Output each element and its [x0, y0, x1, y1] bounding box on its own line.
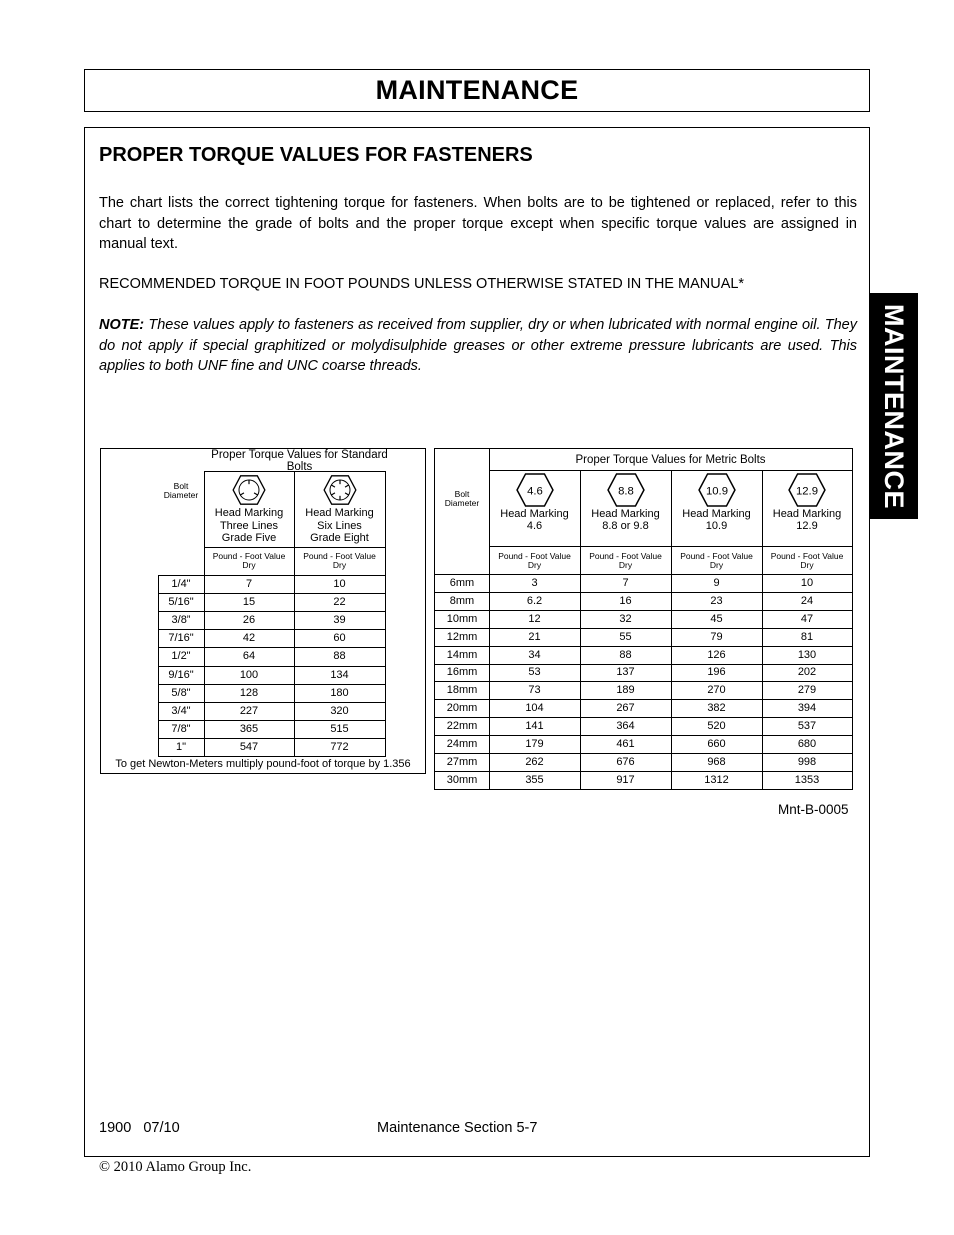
metric-bolt-diameter: 6mm: [449, 576, 475, 589]
metric-grade-value: 21: [528, 630, 541, 643]
standard-grade8-value: 39: [333, 614, 346, 627]
intro-paragraph: The chart lists the correct tightening torque for fasteners. When bolts are to be tightened or replaced, refer to this chart to determine the grade of bolts and the proper torque except when specific torque values are assigned in manual text.: [99, 195, 857, 252]
svg-text:12.9: 12.9: [795, 485, 819, 498]
standard-grade8-value: 515: [330, 722, 349, 735]
newton-meter-footnote: To get Newton-Meters multiply pound-foot of torque by 1.356: [115, 758, 411, 770]
standard-bolts-table: [100, 448, 426, 774]
hex-head-12-9-icon: [788, 473, 826, 507]
standard-grade8-value: 88: [333, 650, 346, 663]
svg-text:4.6: 4.6: [526, 485, 543, 498]
footer-section: Maintenance Section 5-7: [377, 1120, 538, 1136]
metric-grade-value: 88: [619, 648, 632, 661]
metric-grade-value: 179: [525, 738, 544, 751]
standard-bolt-diameter: 3/8”: [171, 614, 191, 627]
standard-grade8-value: 10: [333, 578, 346, 591]
metric-bolt-diameter: 12mm: [446, 630, 478, 643]
standard-grade-label: Head Marking Three Lines Grade Five: [214, 507, 284, 545]
metric-grade-value: 3: [531, 576, 538, 589]
metric-grade-label: Head Marking 12.9: [772, 507, 842, 532]
standard-grade5-value: 100: [239, 668, 259, 681]
standard-bolt-diameter: 7/8": [171, 722, 191, 735]
metric-grade-value: 130: [797, 648, 817, 661]
metric-grade-value: 355: [525, 773, 544, 786]
metric-grade-value: 9: [713, 576, 720, 589]
metric-grade-value: 79: [710, 630, 723, 643]
metric-grade-unit: Pound - Foot Value Dry: [680, 550, 753, 570]
metric-grade-value: 34: [528, 648, 541, 661]
standard-diameter-header: Bolt Diameter: [163, 480, 199, 500]
standard-bolt-diameter: 5/8": [171, 686, 191, 699]
metric-grade-value: 267: [616, 702, 635, 715]
standard-grade5-value: 7: [245, 578, 253, 591]
figure-id: Mnt-B-0005: [778, 802, 849, 817]
metric-grade-value: 81: [800, 630, 814, 643]
metric-grade-value: 7: [622, 576, 629, 589]
hex-head-4-6-icon: [516, 473, 554, 507]
metric-bolt-diameter: 16mm: [446, 666, 478, 679]
metric-grade-value: 47: [800, 612, 814, 625]
metric-grade-value: 364: [616, 720, 635, 733]
metric-grade-label: Head Marking 4.6: [500, 507, 569, 532]
note-label: NOTE:: [99, 317, 145, 333]
standard-bolt-diameter: 1/2": [171, 650, 191, 663]
standard-grade-label: Head Marking Six Lines Grade Eight: [305, 507, 374, 545]
metric-grade-value: 16: [619, 594, 632, 607]
standard-grade-unit: Pound - Foot Value Dry: [212, 550, 286, 570]
metric-diameter-header: Bolt Diameter: [444, 488, 480, 508]
metric-grade-value: 279: [797, 684, 817, 697]
header-banner: [84, 69, 870, 112]
hex-head-8-8-icon: [607, 473, 645, 507]
metric-grade-value: 394: [797, 702, 817, 715]
metric-grade-value: 676: [616, 755, 635, 768]
standard-grade8-value: 22: [333, 596, 346, 609]
side-tab-label: MAINTENANCE: [879, 303, 909, 509]
standard-bolt-diameter: 5/16": [168, 596, 194, 609]
metric-bolt-diameter: 8mm: [449, 594, 475, 607]
metric-grade-value: 126: [707, 648, 726, 661]
metric-grade-value: 382: [707, 702, 726, 715]
note-paragraph: [99, 315, 857, 377]
standard-grade5-value: 227: [239, 704, 259, 717]
copyright: © 2010 Alamo Group Inc.: [99, 1159, 252, 1175]
grid-line: [204, 471, 386, 472]
metric-bolt-diameter: 14mm: [446, 648, 478, 661]
metric-grade-value: 24: [800, 594, 814, 607]
metric-bolt-diameter: 10mm: [446, 612, 478, 625]
svg-text:10.9: 10.9: [705, 485, 728, 498]
metric-grade-value: 461: [616, 738, 635, 751]
metric-bolt-diameter: 20mm: [446, 702, 478, 715]
standard-grade-unit: Pound - Foot Value Dry: [303, 550, 376, 570]
metric-grade-value: 189: [616, 684, 635, 697]
metric-grade-value: 10: [800, 576, 814, 589]
metric-grade-value: 520: [707, 720, 726, 733]
metric-bolt-diameter: 30mm: [446, 773, 478, 786]
metric-grade-label: Head Marking 8.8 or 9.8: [591, 507, 660, 532]
standard-bolt-diameter: 9/16": [168, 668, 194, 681]
metric-bolt-diameter: 24mm: [446, 738, 478, 751]
section-title: PROPER TORQUE VALUES FOR FASTENERS: [99, 144, 533, 166]
metric-grade-value: 23: [710, 594, 723, 607]
metric-bolt-diameter: 22mm: [446, 720, 478, 733]
metric-grade-value: 660: [707, 738, 726, 751]
metric-grade-value: 32: [619, 612, 632, 625]
metric-grade-value: 262: [525, 755, 544, 768]
standard-grade8-value: 180: [330, 686, 349, 699]
standard-grade5-value: 26: [242, 614, 256, 627]
metric-grade-value: 968: [707, 755, 726, 768]
standard-grade8-value: 60: [333, 632, 346, 645]
metric-grade-unit: Pound - Foot Value Dry: [770, 550, 844, 570]
standard-grade5-value: 64: [242, 650, 256, 663]
metric-grade-value: 270: [707, 684, 726, 697]
svg-text:8.8: 8.8: [617, 485, 634, 498]
metric-grade-value: 12: [528, 612, 541, 625]
recommended-paragraph: RECOMMENDED TORQUE IN FOOT POUNDS UNLESS OTHERWISE STATED IN THE MANUAL*: [99, 276, 745, 292]
header-title: MAINTENANCE: [375, 75, 579, 105]
metric-grade-value: 55: [619, 630, 632, 643]
standard-bolt-diameter: 1": [175, 740, 187, 753]
hex-head-10-9-icon: [698, 473, 736, 507]
note-text: These values apply to fasteners as received from supplier, dry or when lubricated with normal engine oil. They do not apply if special graphitized or molydisulphide greases or other extreme pressure lubricants are used. This applies to both UNF fine and UNC coarse threads.: [99, 317, 857, 374]
metric-grade-value: 53: [528, 666, 541, 679]
standard-bolt-diameter: 7/16": [168, 632, 194, 645]
standard-grade5-value: 547: [239, 740, 259, 753]
grid-line: [489, 546, 853, 547]
standard-grade5-value: 42: [242, 632, 256, 645]
standard-grade8-value: 320: [330, 704, 349, 717]
grid-line: [204, 547, 386, 548]
metric-grade-value: 141: [525, 720, 544, 733]
metric-grade-value: 137: [616, 666, 635, 679]
standard-bolt-diameter: 3/4": [171, 704, 191, 717]
metric-bolts-table: [434, 448, 853, 790]
metric-bolt-diameter: 27mm: [446, 755, 478, 768]
standard-grade5-value: 128: [239, 686, 259, 699]
metric-grade-value: 998: [797, 755, 817, 768]
metric-table-title: Proper Torque Values for Metric Bolts: [575, 454, 766, 466]
side-tab: [869, 293, 918, 519]
metric-grade-unit: Pound - Foot Value Dry: [589, 550, 662, 570]
standard-grade5-value: 15: [242, 596, 256, 609]
metric-grade-value: 45: [710, 612, 723, 625]
hex-three-lines-icon: [232, 475, 266, 505]
metric-grade-value: 73: [528, 684, 541, 697]
hex-six-lines-icon: [323, 475, 357, 505]
metric-bolt-diameter: 18mm: [446, 684, 478, 697]
metric-grade-value: 104: [525, 702, 544, 715]
metric-grade-unit: Pound - Foot Value Dry: [498, 550, 571, 570]
standard-grade5-value: 365: [239, 722, 259, 735]
standard-bolt-diameter: 1/4": [171, 578, 191, 591]
metric-grade-value: 537: [797, 720, 817, 733]
metric-grade-value: 196: [707, 666, 726, 679]
metric-grade-value: 1353: [794, 773, 820, 786]
grid-line: [385, 471, 386, 756]
metric-grade-label: Head Marking 10.9: [682, 507, 751, 532]
metric-grade-value: 917: [616, 773, 635, 786]
standard-table-title: Proper Torque Values for Standard Bolts: [211, 449, 388, 473]
metric-grade-value: 1312: [704, 773, 729, 786]
standard-grade8-value: 772: [330, 740, 349, 753]
footer-model-date: 1900 07/10: [99, 1120, 180, 1136]
metric-grade-value: 202: [797, 666, 817, 679]
standard-grade8-value: 134: [330, 668, 349, 681]
metric-grade-value: 6.2: [526, 594, 543, 607]
metric-grade-value: 680: [797, 738, 817, 751]
